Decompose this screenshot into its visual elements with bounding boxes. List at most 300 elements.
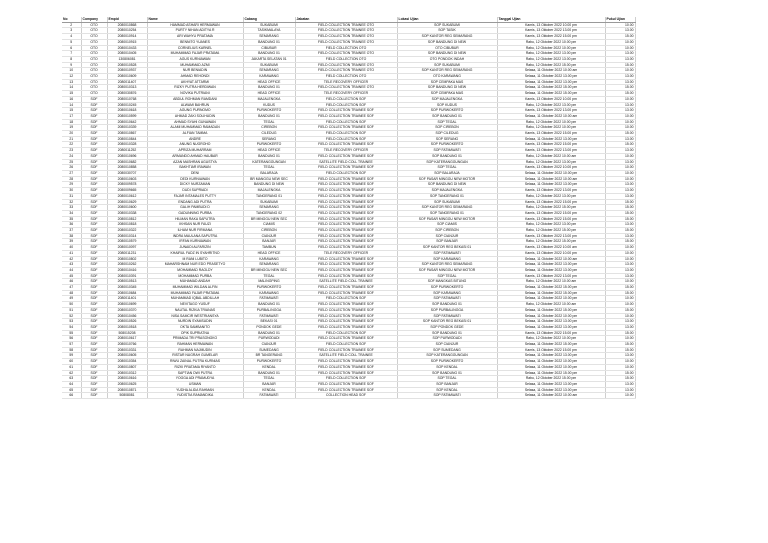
cell-cabang: CIBUBUR <box>243 45 295 51</box>
cell-empid: 2080010391 <box>107 273 147 279</box>
cell-tanggal-ujian: Rabu, 12 Oktober 2022 10.00 pm <box>497 336 605 342</box>
cell-lokasi-ujian: SOP BANDUNG DI NEW <box>397 85 497 91</box>
cell-pukul-ujian: 15.00 <box>605 342 635 348</box>
cell-empid: 2080010339 <box>107 125 147 131</box>
cell-jabatan: FIELD COLLECTION TRAINEE SOF <box>295 387 397 393</box>
header-empid: Empid <box>107 17 147 22</box>
cell-no: 39 <box>62 239 81 245</box>
cell-pukul-ujian: 10.00 <box>605 364 635 370</box>
cell-empid: 2080010682 <box>107 159 147 165</box>
cell-company: OTO <box>81 22 107 28</box>
cell-lokasi-ujian: SOP BANDUNG 01 <box>397 113 497 119</box>
table-body <box>62 22 635 398</box>
cell-tanggal-ujian: Rabu, 12 Oktober 2022 13.00 pm <box>497 222 605 228</box>
cell-empid: 2080010314 <box>107 233 147 239</box>
cell-no: 7 <box>62 51 81 57</box>
cell-cabang: FATMAWATI <box>243 313 295 319</box>
cell-company: SOF <box>81 296 107 302</box>
cell-name: ABDUL ROHMAN RAMDANI <box>147 96 243 102</box>
cell-no: 41 <box>62 250 81 256</box>
cell-jabatan: FIELD COLLECTION SOF <box>295 119 397 125</box>
cell-jabatan: FIELD COLLECTION TRAINEE SOF <box>295 153 397 159</box>
cell-tanggal-ujian: Rabu, 12 Oktober 2022 10.00 am <box>497 302 605 308</box>
cell-company: SOF <box>81 313 107 319</box>
cell-lokasi-ujian: SOP CILEDUG <box>397 131 497 137</box>
cell-tanggal-ujian: Selasa, 11 Oktober 2022 15.00 pm <box>497 285 605 291</box>
cell-name: OKTA SAMBANITO <box>147 324 243 330</box>
cell-pukul-ujian: 10.00 <box>605 45 635 51</box>
cell-company: SOF <box>81 136 107 142</box>
cell-pukul-ujian: 10.00 <box>605 68 635 74</box>
cell-pukul-ujian: 13.00 <box>605 148 635 154</box>
cell-no: 26 <box>62 165 81 171</box>
header-cabang: Cabang <box>243 17 295 22</box>
cell-no: 55 <box>62 330 81 336</box>
cell-jabatan: FIELD COLLECTION TRAINEE SOF <box>295 108 397 114</box>
cell-pukul-ujian: 15.00 <box>605 285 635 291</box>
cell-lokasi-ujian: SOP KANTOR REG BEKASI 01 <box>397 319 497 325</box>
cell-tanggal-ujian: Selasa, 11 Oktober 2022 13.00 pm <box>497 267 605 273</box>
cell-pukul-ujian: 13.00 <box>605 51 635 57</box>
cell-lokasi-ujian: SOP CIAMIS <box>397 222 497 228</box>
cell-lokasi-ujian: SOP PURWOKERTO <box>397 142 497 148</box>
cell-name: NISA SAMCIR WESTRIANSYA <box>147 313 243 319</box>
cell-jabatan: FIELD COLLECTION TRAINEE SOF <box>295 313 397 319</box>
cell-cabang: CIANJUR <box>243 342 295 348</box>
cell-name: AGUS KURNIAWAN <box>147 56 243 62</box>
cell-jabatan: COLLECTION HEAD SOF <box>295 393 397 399</box>
cell-name: NEVITAGO YUSUF <box>147 302 243 308</box>
cell-empid: 2080030707 <box>107 170 147 176</box>
cell-empid: 50808081 <box>107 393 147 399</box>
cell-empid: 2080010844 <box>107 136 147 142</box>
cell-empid: 2080010416 <box>107 267 147 273</box>
cell-empid: 2080010405 <box>107 51 147 57</box>
cell-pukul-ujian: 13.00 <box>605 79 635 85</box>
cell-pukul-ujian: 15.00 <box>605 239 635 245</box>
cell-company: SOF <box>81 205 107 211</box>
cell-pukul-ujian: 13.00 <box>605 74 635 80</box>
cell-pukul-ujian: 10.00 <box>605 125 635 131</box>
cell-name: KHAIRUL FADZ IN SYAHRITNO <box>147 250 243 256</box>
cell-cabang: BANDUNG 01 <box>243 113 295 119</box>
cell-company: OTO <box>81 45 107 51</box>
cell-cabang: FATMAWATI <box>243 296 295 302</box>
cell-jabatan: FIELD COLLECTION TRAINEE SOF <box>295 382 397 388</box>
cell-pukul-ujian: 13.00 <box>605 102 635 108</box>
cell-jabatan: FIELD COLLECTION SOF <box>295 96 397 102</box>
cell-lokasi-ujian: SOP BANDUNG 01 <box>397 370 497 376</box>
cell-name: HILMAN RAKA SAPUTRA <box>147 216 243 222</box>
cell-lokasi-ujian: SOP KARAWANG <box>397 290 497 296</box>
cell-no: 62 <box>62 370 81 376</box>
cell-name: NUR BENIADIN <box>147 68 243 74</box>
cell-cabang: PURWOKERTO <box>243 359 295 365</box>
cell-tanggal-ujian: Selasa, 11 Oktober 2022 13.00 pm <box>497 353 605 359</box>
exam-schedule-table <box>62 17 636 399</box>
cell-company: SOF <box>81 319 107 325</box>
cell-lokasi-ujian: SOP CIREBON <box>397 125 497 131</box>
cell-tanggal-ujian: Rabu, 12 Oktober 2022 10.00 pm <box>497 119 605 125</box>
cell-jabatan: FIELD COLLECTION TRAINEE SOF <box>295 262 397 268</box>
cell-tanggal-ujian: Selasa, 11 Oktober 2022 15.00 pm <box>497 85 605 91</box>
cell-tanggal-ujian: Selasa, 11 Oktober 2022 13.00 pm <box>497 387 605 393</box>
cell-name: NAUTAL RIZKIA TRIANAS <box>147 307 243 313</box>
cell-tanggal-ujian: Kamis, 13 Oktober 2022 15.00 pm <box>497 199 605 205</box>
cell-name: MOHAMMAD PURBA <box>147 273 243 279</box>
cell-cabang: BANDUNG 01 <box>243 370 295 376</box>
cell-no: 3 <box>62 28 81 34</box>
cell-name: YUDHA ALIDA RAHMAN <box>147 387 243 393</box>
cell-tanggal-ujian: Rabu, 12 Oktober 2022 13.00 pm <box>497 51 605 57</box>
cell-lokasi-ujian: SOP KANTOR REG SEMARANG <box>397 262 497 268</box>
cell-company: SOF <box>81 279 107 285</box>
cell-no: 29 <box>62 182 81 188</box>
cell-tanggal-ujian: Selasa, 11 Oktober 2022 13.00 pm <box>497 182 605 188</box>
cell-tanggal-ujian: Kamis, 13 Oktober 2022 15.00 pm <box>497 34 605 40</box>
cell-company: SOF <box>81 330 107 336</box>
header-company: Company <box>81 17 107 22</box>
cell-company: SOF <box>81 302 107 308</box>
cell-jabatan: FIELD COLLECTION TRAINEE SOF <box>295 290 397 296</box>
cell-company: OTO <box>81 39 107 45</box>
cell-name: ALAMI MUHAMMAD RAMADAN <box>147 125 243 131</box>
cell-pukul-ujian: 13.00 <box>605 382 635 388</box>
cell-no: 53 <box>62 319 81 325</box>
cell-empid: 2080011407 <box>107 79 147 85</box>
cell-company: OTO <box>81 34 107 40</box>
cell-pukul-ujian: 15.00 <box>605 34 635 40</box>
cell-name: ANUNG NUGROHO <box>147 142 243 148</box>
cell-jabatan: FIELD COLLECTION TRAINEE SOF <box>295 188 397 194</box>
cell-empid: 2080010684 <box>107 290 147 296</box>
cell-empid: 2080010354 <box>107 359 147 365</box>
cell-jabatan: FIELD COLLECTION TRAINEE SOF <box>295 182 397 188</box>
cell-company: SOF <box>81 159 107 165</box>
cell-cabang: BR MINGGU NEW SEC <box>243 267 295 273</box>
cell-tanggal-ujian: Selasa, 11 Oktober 2022 15.00 pm <box>497 370 605 376</box>
cell-jabatan: FIELD COLLECTION TRAINEE OTO <box>295 34 397 40</box>
cell-name: MUHAMMAD FAJAR PRATAMA <box>147 290 243 296</box>
cell-pukul-ujian: 13.00 <box>605 56 635 62</box>
cell-empid: 130806081 <box>107 56 147 62</box>
cell-no: 63 <box>62 376 81 382</box>
cell-no: 32 <box>62 199 81 205</box>
cell-no: 50 <box>62 302 81 308</box>
cell-lokasi-ujian: SOP TANGERANG 01 <box>397 193 497 199</box>
cell-empid: 2080010812 <box>107 216 147 222</box>
cell-lokasi-ujian: SOP TEGAL <box>397 376 497 382</box>
cell-no: 66 <box>62 393 81 399</box>
cell-empid: 2080010699 <box>107 302 147 308</box>
header-tanggal-ujian: Tanggal Ujian <box>497 17 605 22</box>
cell-no: 24 <box>62 153 81 159</box>
cell-name: CORNELIUS KARNEL <box>147 45 243 51</box>
cell-cabang: BR MINGGU NEW SEC <box>243 216 295 222</box>
cell-company: OTO <box>81 91 107 97</box>
cell-name: SAPTIAN DWI PUTRA <box>147 370 243 376</box>
cell-no: 20 <box>62 131 81 137</box>
cell-pukul-ujian: 15.00 <box>605 347 635 353</box>
cell-cabang: BANDUNG 01 <box>243 85 295 91</box>
cell-empid: 2080010642 <box>107 119 147 125</box>
cell-jabatan: FIELD COLLECTION TRAINEE OTO <box>295 39 397 45</box>
cell-jabatan: TELE RECOVERY OFFICER <box>295 250 397 256</box>
cell-cabang: CIREBON <box>243 125 295 131</box>
cell-jabatan: FIELD COLLECTION TRAINEE SOF <box>295 176 397 182</box>
cell-lokasi-ujian: OTO KARAWANG <box>397 74 497 80</box>
cell-empid: 2080010625 <box>107 382 147 388</box>
cell-lokasi-ujian: SOP CEMPAKA MAS <box>397 79 497 85</box>
cell-empid: 2080010937 <box>107 68 147 74</box>
cell-no: 18 <box>62 119 81 125</box>
cell-pukul-ujian: 13.00 <box>605 188 635 194</box>
cell-jabatan: FIELD COLLECTION TRAINEE SOF <box>295 319 397 325</box>
cell-jabatan: FIELD COLLECTION SOF <box>295 170 397 176</box>
cell-cabang: PURWODADI <box>243 336 295 342</box>
cell-tanggal-ujian: Selasa, 11 Oktober 2022 10.00 am <box>497 68 605 74</box>
cell-tanggal-ujian: Kamis, 13 Oktober 2022 15.00 pm <box>497 210 605 216</box>
cell-empid: 2080010766 <box>107 342 147 348</box>
cell-lokasi-ujian: SOF PASAR MINGGU NEW MOTOR <box>397 176 497 182</box>
cell-tanggal-ujian: Selasa, 11 Oktober 2022 10.00 pm <box>497 170 605 176</box>
cell-company: SOF <box>81 210 107 216</box>
cell-no: 19 <box>62 125 81 131</box>
cell-lokasi-ujian: SOP BANDUNG 01 <box>397 153 497 159</box>
cell-jabatan: FIELD COLLECTION TRAINEE SOF <box>295 228 397 234</box>
cell-pukul-ujian: 15.00 <box>605 142 635 148</box>
cell-cabang: KARAWANG <box>243 256 295 262</box>
cell-jabatan: FIELD COLLECTION TRAINEE SOF <box>295 165 397 171</box>
cell-name: AKHYAT ATTARMI <box>147 79 243 85</box>
cell-company: SOF <box>81 153 107 159</box>
cell-empid: 2080010313 <box>107 85 147 91</box>
cell-jabatan: FIELD COLLECTION TRAINEE SOF <box>295 113 397 119</box>
cell-cabang: TANGERANG 01 <box>243 193 295 199</box>
cell-cabang: SEMARANG <box>243 205 295 211</box>
cell-pukul-ujian: 13.00 <box>605 273 635 279</box>
cell-pukul-ujian: 15.00 <box>605 205 635 211</box>
cell-cabang: TEGAL <box>243 273 295 279</box>
cell-empid: 2080010914 <box>107 34 147 40</box>
cell-jabatan: FIELD COLLECTION TRAINEE SOF <box>295 302 397 308</box>
cell-tanggal-ujian: Selasa, 11 Oktober 2022 13.00 pm <box>497 324 605 330</box>
cell-company: SOF <box>81 347 107 353</box>
cell-cabang: BR TANGERANG <box>243 353 295 359</box>
cell-pukul-ujian: 15.00 <box>605 216 635 222</box>
cell-jabatan: FIELD COLLECTION SOF <box>295 131 397 137</box>
cell-tanggal-ujian: Rabu, 12 Oktober 2022 15.00 pm <box>497 376 605 382</box>
cell-no: 44 <box>62 267 81 273</box>
cell-empid: 508015208 <box>107 330 147 336</box>
cell-name: DEDI KURNIAWAN <box>147 176 243 182</box>
cell-tanggal-ujian: Kamis, 13 Oktober 2022 13.00 pm <box>497 188 605 194</box>
cell-pukul-ujian: 13.00 <box>605 353 635 359</box>
cell-tanggal-ujian: Selasa, 11 Oktober 2022 13.00 pm <box>497 382 605 388</box>
cell-pukul-ujian: 13.00 <box>605 28 635 34</box>
cell-jabatan: FIELD COLLECTION TRAINEE SOF <box>295 336 397 342</box>
cell-name: JUNAIDI ALFARIZIN <box>147 245 243 251</box>
cell-empid: 2080010612 <box>107 193 147 199</box>
cell-name: GADUNNING PURBA <box>147 210 243 216</box>
cell-jabatan: FIELD COLLECTION TRAINEE SOF <box>295 267 397 273</box>
cell-cabang: BR MANGGU NEW SEC <box>243 176 295 182</box>
cell-empid: 2080011252 <box>107 148 147 154</box>
cell-no: 14 <box>62 102 81 108</box>
cell-name: MUHAMMAD WILDAN ALFIN <box>147 285 243 291</box>
cell-jabatan: FIELD COLLECTION SOF <box>295 330 397 336</box>
cell-cabang: CIAMIS <box>243 222 295 228</box>
cell-company: SOF <box>81 170 107 176</box>
cell-company: OTO <box>81 79 107 85</box>
cell-no: 61 <box>62 364 81 370</box>
cell-cabang: CILEDUG <box>243 131 295 137</box>
cell-jabatan: FIELD COLLECTION TRAINEE SOF <box>295 216 397 222</box>
cell-no: 5 <box>62 39 81 45</box>
cell-empid: 2080011231 <box>107 250 147 256</box>
cell-lokasi-ujian: SOP BANDUNG DI NEW <box>397 39 497 45</box>
cell-empid: 2080010526 <box>107 319 147 325</box>
cell-no: 2 <box>62 22 81 28</box>
cell-company: SOF <box>81 113 107 119</box>
cell-jabatan: FIELD COLLECTION TRAINEE OTO <box>295 62 397 68</box>
cell-tanggal-ujian: Selasa, 11 Oktober 2022 10.00 pm <box>497 296 605 302</box>
cell-name: MAHARSHNAM NUR EDO PRASETYO <box>147 262 243 268</box>
cell-pukul-ujian: 15.00 <box>605 290 635 296</box>
cell-pukul-ujian: 13.00 <box>605 193 635 199</box>
cell-lokasi-ujian: SOP CEMPAKA MAS <box>397 91 497 97</box>
cell-cabang: MAJALENGKA <box>243 188 295 194</box>
cell-company: SOF <box>81 256 107 262</box>
cell-jabatan: TELE RECOVERY OFFICER <box>295 79 397 85</box>
cell-no: 15 <box>62 91 81 97</box>
cell-company: SOF <box>81 250 107 256</box>
cell-empid: 2080010097 <box>107 245 147 251</box>
cell-empid: 2080010518 <box>107 324 147 330</box>
cell-tanggal-ujian: Rabu, 12 Oktober 2022 10.00 pm <box>497 45 605 51</box>
cell-jabatan: FIELD COLLECTION TRAINEE SOF <box>295 142 397 148</box>
header-name: Name <box>147 17 243 22</box>
cell-name: AHMAD SYAHI GUNAWAN <box>147 119 243 125</box>
cell-pukul-ujian: 15.00 <box>605 199 635 205</box>
cell-pukul-ujian: 10.00 <box>605 256 635 262</box>
cell-tanggal-ujian: Selasa, 11 Oktober 2022 10.00 am <box>497 256 605 262</box>
cell-jabatan: FIELD COLLECTION TRAINEE SOF <box>295 285 397 291</box>
cell-name: YUDISTIA RAMANDIKA <box>147 393 243 399</box>
cell-cabang: KARAWANG <box>243 290 295 296</box>
cell-tanggal-ujian: Rabu, 12 Oktober 2022 10.00 am <box>497 153 605 159</box>
cell-name: GALIH PAMBUDI D <box>147 205 243 211</box>
cell-company: SOF <box>81 142 107 148</box>
cell-company: SOF <box>81 324 107 330</box>
cell-company: SOF <box>81 359 107 365</box>
cell-company: SOF <box>81 222 107 228</box>
cell-empid: 2080010768 <box>107 96 147 102</box>
cell-name: BENNITO YUANES <box>147 39 243 45</box>
table-row <box>62 393 635 399</box>
cell-no: 47 <box>62 285 81 291</box>
cell-cabang: BEKASI 01 <box>243 319 295 325</box>
cell-empid: 2080010370 <box>107 307 147 313</box>
cell-lokasi-ujian: SOP KANTOR REG SEMARANG <box>397 68 497 74</box>
cell-jabatan: FIELD COLLECTION OTO <box>295 56 397 62</box>
cell-no: 8 <box>62 56 81 62</box>
cell-no: 60 <box>62 359 81 365</box>
cell-pukul-ujian: 10.00 <box>605 245 635 251</box>
cell-empid: 2080010254 <box>107 28 147 34</box>
cell-pukul-ujian: 15.00 <box>605 376 635 382</box>
cell-tanggal-ujian: Kamis, 13 Oktober 2022 15.00 pm <box>497 330 605 336</box>
cell-lokasi-ujian: SOP FATMAWATI <box>397 393 497 399</box>
cell-empid: 2080010868 <box>107 22 147 28</box>
cell-cabang: PURWOKERTO <box>243 142 295 148</box>
cell-name: NURDIN SYAMSUDIN <box>147 319 243 325</box>
cell-no: 37 <box>62 228 81 234</box>
cell-cabang: BANJAR <box>243 382 295 388</box>
cell-company: SOF <box>81 262 107 268</box>
cell-lokasi-ujian: SOP BANDUNG 01 <box>397 330 497 336</box>
cell-no: 56 <box>62 336 81 342</box>
cell-no: 13 <box>62 79 81 85</box>
cell-no: 57 <box>62 342 81 348</box>
cell-empid: 2080010328 <box>107 142 147 148</box>
cell-name: IRFAN KURNIAWAN <box>147 239 243 245</box>
cell-cabang: BANJAR <box>243 239 295 245</box>
cell-cabang: BALARAJA <box>243 170 295 176</box>
cell-empid: 2080010617 <box>107 336 147 342</box>
cell-jabatan: FIELD COLLECTION SOF <box>295 102 397 108</box>
cell-lokasi-ujian: SOP BANDUNG 01 <box>397 302 497 308</box>
cell-jabatan: FIELD COLLECTION SOF <box>295 296 397 302</box>
cell-jabatan: FIELD COLLECTION SOF <box>295 136 397 142</box>
cell-empid: 2080010513 <box>107 279 147 285</box>
cell-jabatan: FIELD COLLECTION TRAINEE SOF <box>295 324 397 330</box>
cell-name: PRIMADA TRI PRASONGKO <box>147 336 243 342</box>
cell-no: 45 <box>62 273 81 279</box>
cell-company: SOF <box>81 267 107 273</box>
cell-no: 33 <box>62 205 81 211</box>
cell-jabatan: FIELD COLLECTION TRAINEE SOF <box>295 273 397 279</box>
cell-cabang: TEGAL <box>243 165 295 171</box>
cell-cabang: HEAD OFFICE <box>243 91 295 97</box>
cell-company: OTO <box>81 28 107 34</box>
cell-jabatan: FIELD COLLECTION TRAINEE SOF <box>295 347 397 353</box>
cell-cabang: KATERANGGUNGAN <box>243 159 295 165</box>
cell-jabatan: FIELD COLLECTION TRAINEE SOF <box>295 359 397 365</box>
cell-name: YOGGA ADI PRAMUDYA <box>147 376 243 382</box>
cell-company: SOF <box>81 376 107 382</box>
cell-pukul-ujian: 10.00 <box>605 313 635 319</box>
cell-no: 46 <box>62 279 81 285</box>
cell-company: SOF <box>81 199 107 205</box>
cell-no: 10 <box>62 68 81 74</box>
cell-tanggal-ujian: Selasa, 11 Oktober 2022 15.00 pm <box>497 91 605 97</box>
cell-tanggal-ujian: Kamis, 13 Oktober 2022 15.00 pm <box>497 216 605 222</box>
cell-pukul-ujian: 13.00 <box>605 319 635 325</box>
cell-lokasi-ujian: SOP SERANG <box>397 136 497 142</box>
cell-cabang: MALINGPING <box>243 279 295 285</box>
cell-company: SOF <box>81 176 107 182</box>
cell-jabatan: FIELD COLLECTION TRAINEE OTO <box>295 51 397 57</box>
cell-tanggal-ujian: Selasa, 11 Oktober 2022 10.00 pm <box>497 359 605 365</box>
cell-empid: 2080010312 <box>107 370 147 376</box>
cell-name: RISTAR NUGRAH GUMELAR <box>147 353 243 359</box>
cell-no: 38 <box>62 233 81 239</box>
cell-tanggal-ujian: Selasa, 11 Oktober 2022 10.00 am <box>497 393 605 399</box>
cell-tanggal-ujian: Selasa, 11 Oktober 2022 10.00 pm <box>497 364 605 370</box>
cell-no: 34 <box>62 210 81 216</box>
cell-pukul-ujian: 10.00 <box>605 113 635 119</box>
